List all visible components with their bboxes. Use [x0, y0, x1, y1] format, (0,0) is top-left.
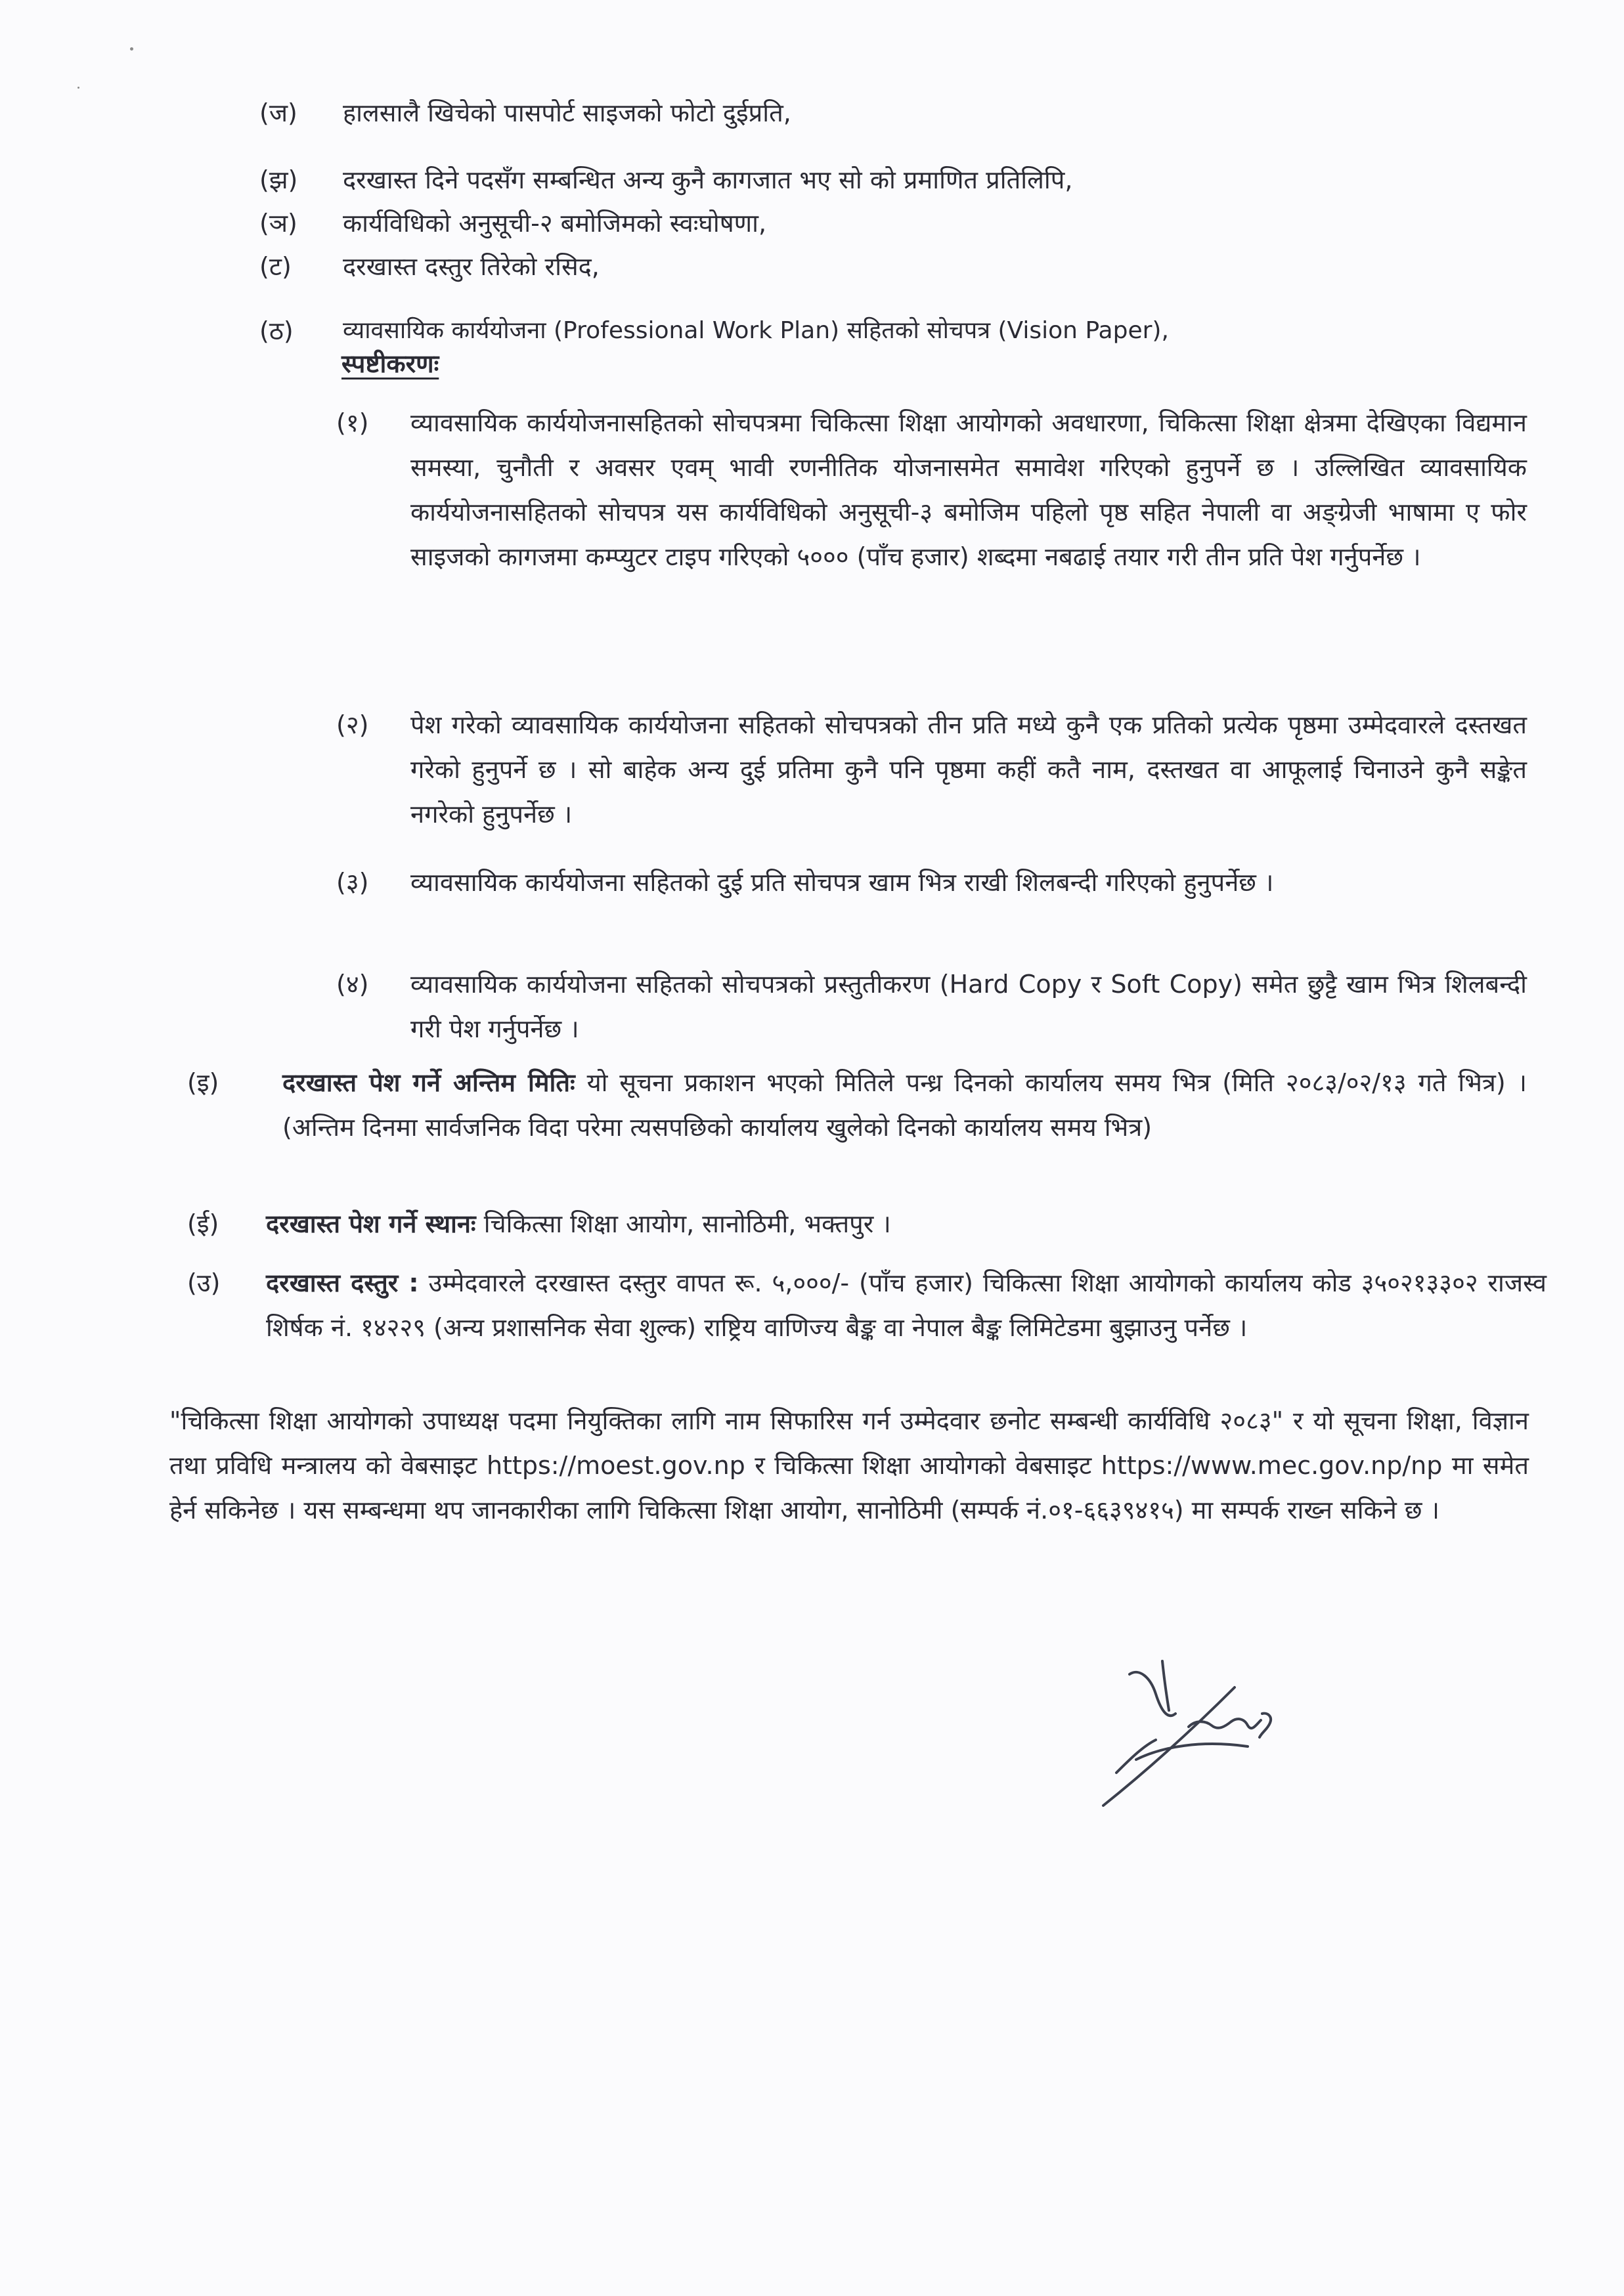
item-text: दरखास्त दस्तुर तिरेको रसिद,	[343, 252, 600, 281]
item-label: (झ)	[259, 165, 298, 194]
item-label: (ञ)	[259, 209, 297, 238]
scan-speck	[77, 87, 79, 89]
point-label: (३)	[336, 868, 369, 897]
point-text: पेश गरेको व्यावसायिक कार्ययोजना सहितको सोचपत्रको तीन प्रति मध्ये कुनै एक प्रतिको प्रत्येक पृष्ठमा उम्मेदवारले दस्तखत गरेको हुनुपर्ने छ । सो बाहेक अन्य दुई प्रतिमा कुनै पनि पृष्ठमा कहीं कतै नाम, दस्तखत वा आफूलाई चिनाउने कुनै सङ्केत नगरेको हुनुपर्नेछ ।	[410, 710, 1527, 829]
clarification-heading: स्पष्टीकरणः	[341, 349, 439, 378]
point-label: (४)	[336, 970, 369, 999]
section-body	[282, 1060, 1527, 1150]
point-label: (२)	[336, 710, 369, 739]
item-text: व्यावसायिक कार्ययोजना (Professional Work Plan) सहितको सोचपत्र (Vision Paper),	[343, 317, 1169, 344]
section-title: दरखास्त पेश गर्ने स्थानः	[266, 1209, 476, 1238]
clarification-heading-row	[341, 341, 439, 386]
closing-paragraph-wrap	[169, 1398, 1529, 1532]
point-text: व्यावसायिक कार्ययोजनासहितको सोचपत्रमा चिकित्सा शिक्षा आयोगको अवधारणा, चिकित्सा शिक्षा क्षेत्रमा देखिएका विद्यमान समस्या, चुनौती र अवसर एवम् भावी रणनीतिक योजनासमेत समावेश गरिएको हुनुपर्ने छ । उल्लिखित व्यावसायिक कार्ययोजनासहितको सोचपत्र यस कार्यविधिको अनुसूची-३ बमोजिम पहिलो पृष्ठ सहित नेपाली वा अङ्ग्रेजी भाषामा ए फोर साइजको कागजमा कम्प्युटर टाइप गरिएको ५००० (पाँच हजार) शब्दमा नबढाई तयार गरी तीन प्रति पेश गर्नुपर्नेछ ।	[410, 408, 1527, 571]
section-text: चिकित्सा शिक्षा आयोग, सानोठिमी, भक्तपुर ।	[483, 1209, 891, 1238]
section-text: उम्मेदवारले दरखास्त दस्तुर वापत रू. ५,०००/- (पाँच हजार) चिकित्सा शिक्षा आयोगको कार्यालय कोड ३५०२१३३०२ राजस्व शिर्षक नं. १४२२९ (अन्य प्रशासनिक सेवा शुल्क) राष्ट्रिय वाणिज्य बैङ्क वा नेपाल बैङ्क लिमिटेडमा बुझाउनु पर्नेछ ।	[266, 1268, 1547, 1342]
item-text: हालसालै खिचेको पासपोर्ट साइजको फोटो दुईप्रति,	[343, 98, 791, 127]
section-body	[266, 1261, 1547, 1350]
point-text: व्यावसायिक कार्ययोजना सहितको दुई प्रति सोचपत्र खाम भित्र राखी शिलबन्दी गरिएको हुनुपर्नेछ ।	[410, 868, 1274, 897]
closing-paragraph: "चिकित्सा शिक्षा आयोगको उपाध्यक्ष पदमा नियुक्तिका लागि नाम सिफारिस गर्न उम्मेदवार छनोट सम्बन्धी कार्यविधि २०८३" र यो सूचना शिक्षा, विज्ञान तथा प्रविधि मन्त्रालय को वेबसाइट https://moest.gov.np र चिकित्सा शिक्षा आयोगको वेबसाइट https://www.mec.gov.np/np मा समेत हेर्न सकिनेछ । यस सम्बन्धमा थप जानकारीका लागि चिकित्सा शिक्षा आयोग, सानोठिमी (सम्पर्क नं.०१-६६३९४१५) मा सम्पर्क राख्न सकिने छ ।	[169, 1406, 1529, 1525]
handwritten-signature-icon	[1090, 1648, 1300, 1825]
section-title: दरखास्त पेश गर्ने अन्तिम मितिः	[282, 1068, 575, 1097]
point-text: व्यावसायिक कार्ययोजना सहितको सोचपत्रको प्रस्तुतीकरण (Hard Copy र Soft Copy) समेत छुट्टै खाम भित्र शिलबन्दी गरी पेश गर्नुपर्नेछ ।	[410, 970, 1527, 1043]
scan-speck	[130, 47, 133, 51]
section-label: (उ)	[187, 1268, 221, 1297]
section-label: (इ)	[187, 1068, 219, 1097]
section-title: दरखास्त दस्तुर :	[266, 1268, 419, 1297]
point-label: (१)	[336, 408, 369, 437]
item-label: (ज)	[259, 98, 297, 127]
section-body	[266, 1202, 891, 1246]
item-label: (ठ)	[259, 316, 294, 345]
section-label: (ई)	[187, 1209, 219, 1238]
item-label: (ट)	[259, 252, 292, 281]
item-text: दरखास्त दिने पदसँग सम्बन्धित अन्य कुनै कागजात भए सो को प्रमाणित प्रतिलिपि,	[343, 165, 1073, 194]
item-text: कार्यविधिको अनुसूची-२ बमोजिमको स्वःघोषणा,	[343, 209, 767, 238]
section-text: यो सूचना प्रकाशन भएको मितिले पन्ध्र दिनको कार्यालय समय भित्र (मिति २०८३/०२/१३ गते भित्र) । (अन्तिम दिनमा सार्वजनिक विदा परेमा त्यसपछिको कार्यालय खुलेको दिनको कार्यालय समय भित्र)	[282, 1068, 1527, 1142]
